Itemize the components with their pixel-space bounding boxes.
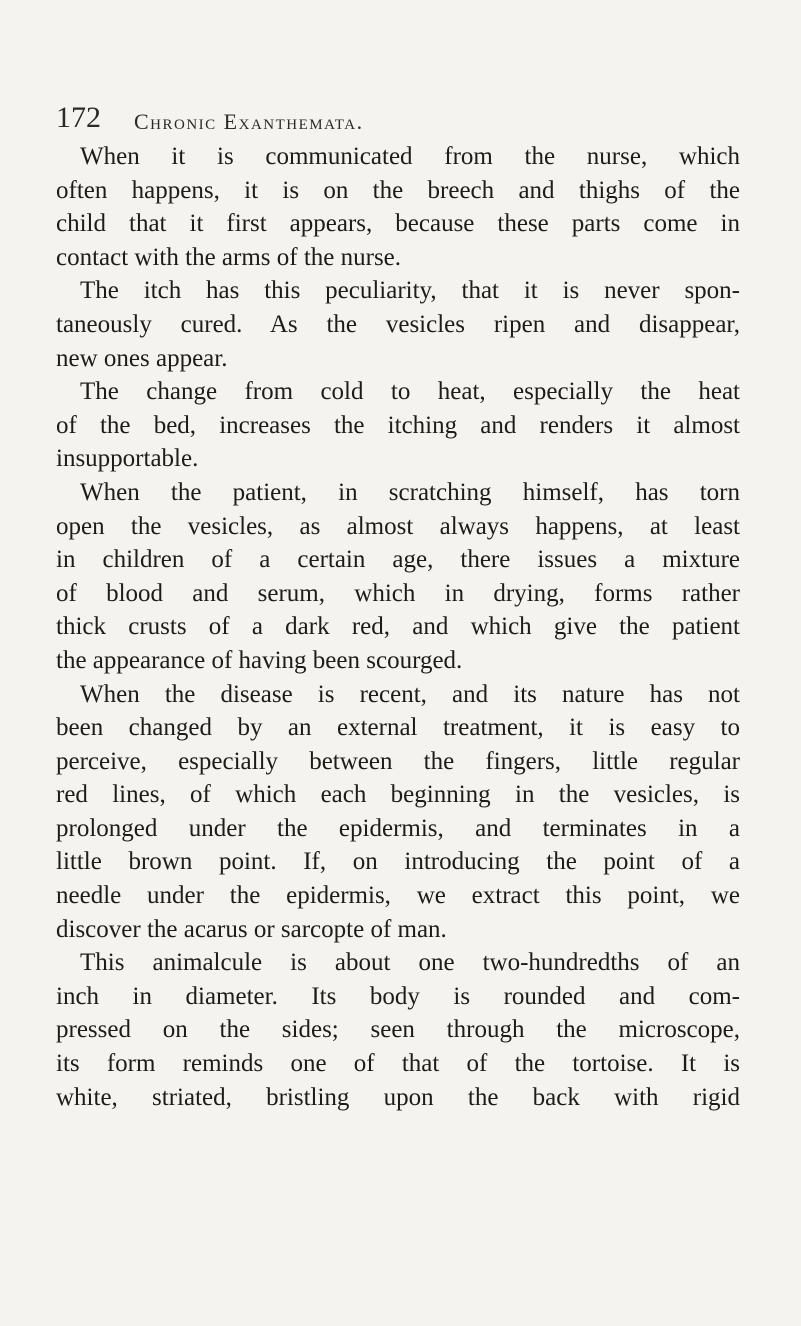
text-line: the appearance of having been scourged. <box>56 646 463 674</box>
text-line: contact with the arms of the nurse. <box>56 243 402 271</box>
text-line: inch in diameter. Its body is rounded and com- <box>56 982 740 1010</box>
text-line: pressed on the sides; seen through the microscope, <box>56 1016 740 1044</box>
text-line: been changed by an external treatment, it is easy to <box>56 714 740 742</box>
text-line: discover the acarus or sarcopte of man. <box>56 915 447 943</box>
text-line: When the patient, in scratching himself, has torn <box>80 478 740 506</box>
text-line: perceive, especially between the fingers, little regular <box>56 747 740 775</box>
running-head <box>56 100 746 140</box>
text-line: insupportable. <box>56 445 199 473</box>
page-number: 172 <box>56 101 101 134</box>
text-line: in children of a certain age, there issues a mixture <box>56 546 740 574</box>
chapter-title: Chronic Exanthemata. <box>134 109 364 134</box>
text-line: The change from cold to heat, especially the heat <box>80 378 740 406</box>
text-line: often happens, it is on the breech and thighs of the <box>56 176 740 204</box>
text-line: child that it first appears, because these parts come in <box>56 210 740 238</box>
text-line: taneously cured. As the vesicles ripen and disappear, <box>56 310 740 338</box>
text-line: red lines, of which each beginning in the vesicles, is <box>56 781 740 809</box>
text-line: white, striated, bristling upon the back with rigid <box>56 1083 740 1111</box>
text-line: open the vesicles, as almost always happens, at least <box>56 512 740 540</box>
text-line: needle under the epidermis, we extract this point, we <box>56 882 740 910</box>
text-line: of blood and serum, which in drying, forms rather <box>56 579 740 607</box>
text-line: its form reminds one of that of the tortoise. It is <box>56 1050 740 1078</box>
text-line: The itch has this peculiarity, that it is never spon- <box>80 277 740 305</box>
text-line: of the bed, increases the itching and renders it almost <box>56 411 740 439</box>
text-line: When it is communicated from the nurse, which <box>80 143 740 170</box>
body-text <box>56 140 740 1114</box>
text-line: This animalcule is about one two-hundredths of an <box>80 949 740 977</box>
text-line: thick crusts of a dark red, and which give the patient <box>56 613 740 641</box>
text-line: prolonged under the epidermis, and terminates in a <box>56 814 740 842</box>
text-line: new ones appear. <box>56 344 228 372</box>
text-line: When the disease is recent, and its nature has not <box>80 680 740 708</box>
text-line: little brown point. If, on introducing the point of a <box>56 848 740 876</box>
